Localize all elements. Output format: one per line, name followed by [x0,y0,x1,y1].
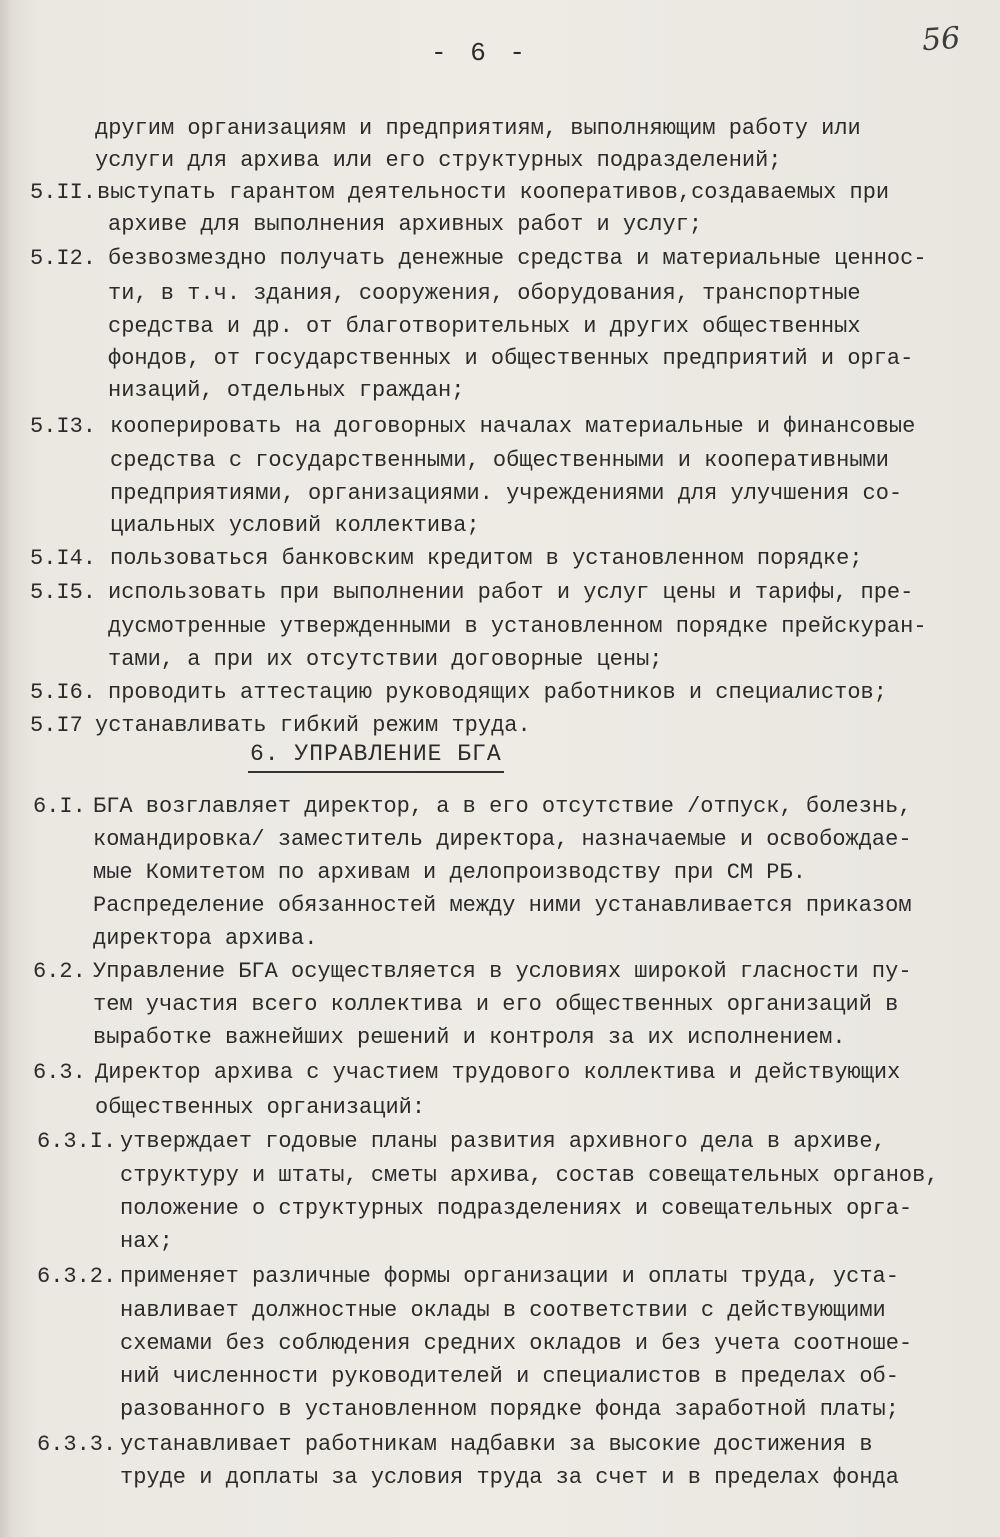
item-line: кооперировать на договорных началах материальные и финансовые [110,414,916,439]
item-line: директора архива. [93,926,318,951]
item-line: труде и доплаты за условия труда за счет и в пределах фонда [120,1465,899,1490]
item-line: навливает должностные оклады в соответствии с действующими [120,1298,886,1323]
item-line: тами, а при их отсутствии договорные цены; [108,647,663,672]
page-number: - 6 - [430,38,529,68]
item-line: тем участия всего коллектива и его общественных организаций в [93,992,899,1017]
item-number: 6.3.2. [37,1264,117,1289]
intro-line: другим организациям и предприятиям, выполняющим работу или [95,116,861,141]
item-line: утверждает годовые планы развития архивного дела в архиве, [120,1129,886,1154]
item-line: циальных условий коллектива; [110,513,480,538]
item-number: 5.I5. [30,580,97,605]
item-number: 6.3.I. [37,1129,117,1154]
item-line: ти, в т.ч. здания, сооружения, оборудования, транспортные [108,281,861,306]
item-line: схемами без соблюдения средних окладов и без учета соотноше- [120,1331,913,1356]
item-line: дусмотренные утвержденными в установленном порядке прейскуран- [108,614,927,639]
item-line: ний численности руководителей и специалистов в пределах об- [120,1364,899,1389]
item-line: предприятиями, организациями. учреждениями для улучшения со- [110,481,903,506]
item-line: БГА возглавляет директор, а в его отсутствие /отпуск, болезнь, [93,794,912,819]
archive-handwritten-mark: 56 [920,20,962,59]
item-line: устанавливает работникам надбавки за высокие достижения в [120,1432,873,1457]
item-number: 6.3.3. [37,1432,117,1457]
item-line: структуру и штаты, сметы архива, состав совещательных органов, [120,1163,939,1188]
item-line: пользоваться банковским кредитом в установленном порядке; [110,546,863,571]
item-number: 6.2. [33,959,86,984]
item-line: мые Комитетом по архивам и делопроизводству при СМ РБ. [93,860,806,885]
binding-edge [0,0,14,1537]
item-line: Директор архива с участием трудового коллектива и действующих [95,1060,901,1085]
item-number: 5.I4. [30,546,97,571]
heading-underline [248,771,504,773]
item-number: 5.I7 [30,713,83,738]
item-line: положение о структурных подразделениях и совещательных орга- [120,1196,913,1221]
item-number: 5.I2. [30,246,97,271]
item-line: использовать при выполнении работ и услуг цены и тарифы, пре- [108,580,914,605]
section-heading: 6. УПРАВЛЕНИЕ БГА [250,741,502,767]
item-line: средства и др. от благотворительных и других общественных [108,314,861,339]
item-line: Управление БГА осуществляется в условиях широкой гласности пу- [93,959,912,984]
item-line: выступать гарантом деятельности кооперативов,создаваемых при [97,180,890,205]
item-number: 6.3. [33,1060,86,1085]
item-line: фондов, от государственных и общественных предприятий и орга- [108,346,914,371]
item-line: низаций, отдельных граждан; [108,378,465,403]
intro-line: услуги для архива или его структурных подразделений; [95,148,782,173]
item-number: 5.I6. [30,680,97,705]
item-line: проводить аттестацию руководящих работников и специалистов; [108,680,887,705]
item-line: разованного в установленном порядке фонда заработной платы; [120,1397,899,1422]
item-line: безвозмездно получать денежные средства и материальные ценнос- [108,246,927,271]
item-line: устанавливать гибкий режим труда. [95,713,531,738]
item-line: общественных организаций: [95,1095,426,1120]
item-line: нах; [120,1229,173,1254]
item-line: командировка/ заместитель директора, назначаемые и освобождае- [93,827,912,852]
item-line: средства с государственными, общественными и кооперативными [110,448,889,473]
item-number: 5.II. [30,180,97,205]
item-line: архиве для выполнения архивных работ и услуг; [108,212,703,237]
item-number: 5.I3. [30,414,97,439]
item-number: 6.I. [33,794,86,819]
item-line: выработке важнейших решений и контроля за их исполнением. [93,1025,846,1050]
item-line: Распределение обязанностей между ними устанавливается приказом [93,893,912,918]
item-line: применяет различные формы организации и оплаты труда, уста- [120,1264,899,1289]
